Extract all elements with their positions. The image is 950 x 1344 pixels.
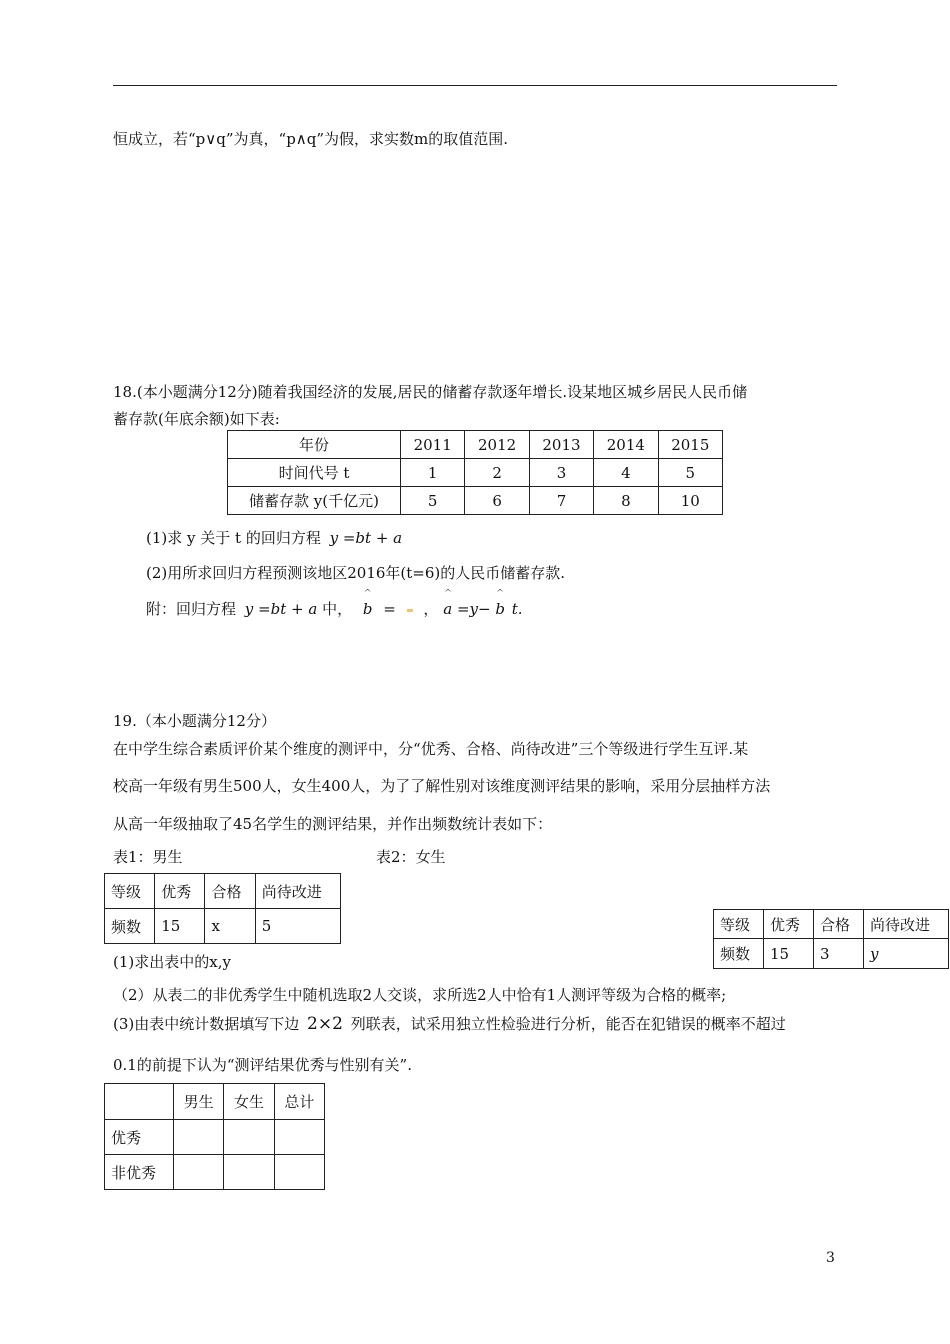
q18-part1 [146, 527, 402, 548]
table-cell: 6 [465, 487, 529, 515]
table-cell: 2 [465, 459, 529, 487]
q19-part1: (1)求出表中的x,y [113, 953, 231, 971]
table-cell: 时间代号 t [228, 459, 401, 487]
q18-line2: 蓄存款(年底余额)如下表: [113, 410, 280, 428]
table-cell: 15 [155, 909, 205, 944]
table-cell: 非优秀 [105, 1155, 174, 1190]
q18-note-prefix: 附：回归方程 [146, 600, 237, 618]
table-cell [174, 1155, 224, 1190]
table-cell: 优秀 [155, 874, 205, 909]
table-cell [274, 1155, 324, 1190]
table-cell: 优秀 [764, 910, 814, 939]
table-cell: 女生 [224, 1084, 274, 1120]
table-cell: 合格 [814, 910, 864, 939]
table-cell: 尚待改进 [864, 910, 949, 939]
table-cell: 7 [529, 487, 593, 515]
table-cell: 10 [658, 487, 722, 515]
q19-part3-suffix: 列联表，试采用独立性检验进行分析，能否在犯错误的概率不超过 [350, 1015, 786, 1033]
table-cell: 等级 [105, 874, 155, 909]
table-cell: 8 [594, 487, 658, 515]
table-cell: x [205, 909, 255, 944]
table2-female [713, 909, 949, 969]
q18-part1-text: (1)求 y 关于 t 的回归方程 [146, 529, 321, 547]
table-cell [224, 1120, 274, 1155]
table1-caption: 表1：男生 [113, 848, 183, 866]
q19-para3: 从高一年级抽取了45名学生的测评结果，并作出频数统计表如下： [113, 815, 553, 833]
q18-note-eq: = [383, 600, 396, 618]
q19-part3-prefix: (3)由表中统计数据填写下边 [113, 1015, 300, 1033]
table-cell: 男生 [174, 1084, 224, 1120]
intro-line: 恒成立，若“p∨q”为真，“p∧q”为假，求实数m的取值范围. [113, 130, 509, 148]
table-cell: 2011 [401, 431, 465, 459]
table-cell [274, 1120, 324, 1155]
table-cell: 频数 [714, 939, 764, 969]
table-cell [105, 1084, 174, 1120]
table-cell: 频数 [105, 909, 155, 944]
page-number: 3 [826, 1250, 835, 1266]
table-cell: 3 [814, 939, 864, 969]
table-cell: 2012 [465, 431, 529, 459]
table-cell: 5 [401, 487, 465, 515]
q18-note-mid: 中， [322, 600, 353, 618]
table-cell: 5 [658, 459, 722, 487]
table-cell: 4 [594, 459, 658, 487]
formula-placeholder [407, 609, 413, 612]
table-cell: 尚待改进 [255, 874, 340, 909]
q18-note-t: t. [511, 600, 523, 618]
q18-note-formula: y =bt + a [244, 600, 318, 618]
table-cell: y [864, 939, 949, 969]
table-cell [224, 1155, 274, 1190]
q18-part1-formula: y =bt + a [329, 529, 403, 547]
q18-note-tail: =y− [456, 600, 491, 618]
q18-note-b: ^ b [363, 600, 373, 618]
q19-part2: （2）从表二的非优秀学生中随机选取2人交谈，求所选2人中恰有1人测评等级为合格的概率; [113, 986, 727, 1004]
header-rule [113, 85, 837, 86]
q18-note-b2: ^ b [495, 600, 505, 618]
table-cell: 15 [764, 939, 814, 969]
table-cell: 优秀 [105, 1120, 174, 1155]
q19-para1: 在中学生综合素质评价某个维度的测评中，分“优秀、合格、尚待改进”三个等级进行学生互评.某 [113, 740, 749, 758]
contingency-table [104, 1083, 325, 1190]
q18-part2: (2)用所求回归方程预测该地区2016年(t=6)的人民币储蓄存款. [146, 564, 566, 582]
table-cell [174, 1120, 224, 1155]
q18-note-comma: ， [423, 600, 439, 618]
table-cell: 1 [401, 459, 465, 487]
table1-male [104, 873, 341, 944]
q19-part3 [113, 1013, 786, 1034]
table-cell: 合格 [205, 874, 255, 909]
q18-line1: 18.(本小题满分12分)随着我国经济的发展,居民的储蓄存款逐年增长.设某地区城乡居民人民币储 [113, 383, 748, 401]
q18-savings-table [227, 430, 723, 515]
table2-caption: 表2：女生 [376, 848, 446, 866]
q18-note-a: ^ a [443, 600, 452, 618]
table-cell: 2015 [658, 431, 722, 459]
table-cell: 5 [255, 909, 340, 944]
q19-part3-line2: 0.1的前提下认为“测评结果优秀与性别有关”. [113, 1056, 412, 1074]
q19-part3-math: 2×2 [307, 1014, 343, 1034]
q19-para2: 校高一年级有男生500人，女生400人，为了了解性别对该维度测评结果的影响，采用分层抽样方法 [113, 777, 771, 795]
table-cell: 总计 [274, 1084, 324, 1120]
table-cell: 3 [529, 459, 593, 487]
table-cell: 等级 [714, 910, 764, 939]
table-cell: 2013 [529, 431, 593, 459]
table-cell: 储蓄存款 y(千亿元) [228, 487, 401, 515]
table-cell: 年份 [228, 431, 401, 459]
table-cell: 2014 [594, 431, 658, 459]
q18-note [146, 598, 523, 619]
q19-head: 19.（本小题满分12分） [113, 712, 276, 730]
